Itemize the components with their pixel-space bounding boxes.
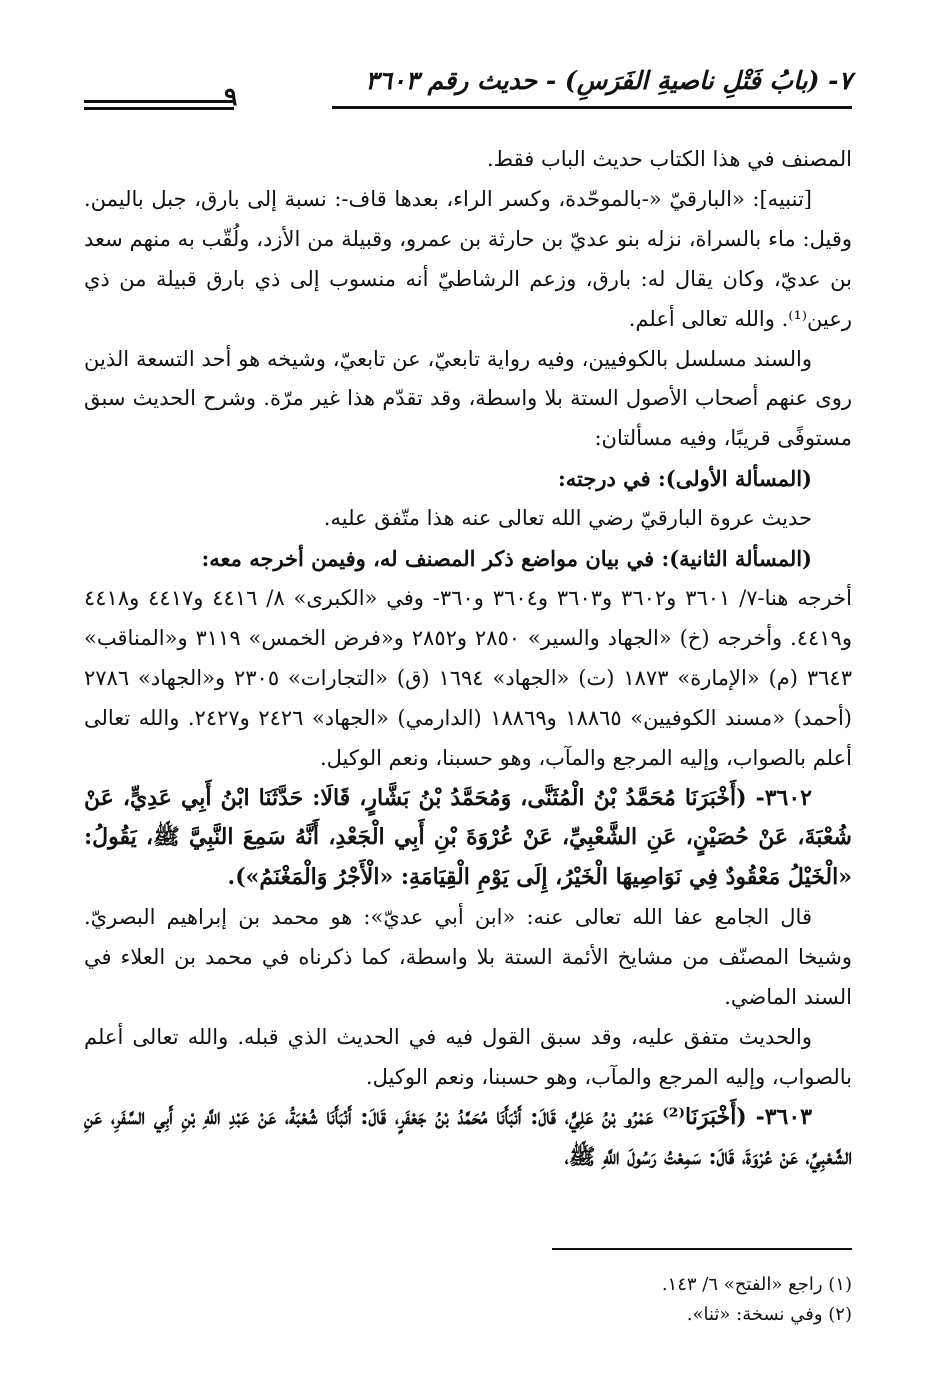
paragraph: حديث عروة البارقيّ رضي الله تعالى عنه هذا متّفق عليه. [323, 506, 812, 531]
paragraph: المصنف في هذا الكتاب حديث الباب فقط. [487, 147, 852, 171]
paragraph-commentary: قال الجامع عفا الله تعالى عنه: «ابن أبي عديّ»: هو محمد بن إبراهيم البصريّ. وشيخا المصنّف من مشايخ الأئمة الستة بلا واسطة، كما ذكرناه في محمد بن العلاء في السند الماضي. [84, 905, 852, 1010]
header-double-rule [84, 100, 234, 110]
footnote-2: (٢) وفي نسخة: «ثنا». [686, 1304, 852, 1325]
footnotes [252, 1270, 852, 1330]
main-text [84, 140, 852, 1178]
hadith-3602: ٣٦٠٢- (أَخْبَرَنَا مُحَمَّدُ بْنُ الْمُثَنَّى، وَمُحَمَّدُ بْنُ بَشَّارٍ، قَالَا: حَدَّثَنَا ابْنُ أَبِي عَدِيٍّ، عَنْ شُعْبَةَ، عَنْ حُصَيْنٍ، عَنِ الشَّعْبِيِّ، عَنْ عُرْوَةَ بْنِ أَبِي الْجَعْدِ، أَنَّهُ سَمِعَ النَّبِيَّ ﷺ، يَقُولُ: «الْخَيْلُ مَعْقُودٌ فِي نَوَاصِيهَا الْخَيْرُ، إِلَى يَوْمِ الْقِيَامَةِ: «الْأَجْرُ وَالْمَغْنَمُ»). [84, 784, 852, 891]
footnote-separator [552, 1248, 852, 1250]
page-header [84, 60, 852, 120]
hadith-3603: ٣٦٠٣- (أَخْبَرَنَا⁽²⁾ عَمْرُو بْنُ عَلِيٍّ، قَالَ: أَنْبَأَنَا مُحَمَّدُ بْنُ جَعْفَرٍ، قَالَ: أَنْبَأَنَا شُعْبَةُ، عَنْ عَبْدِ اللَّهِ بْنِ أَبِي السَّفَرِ، عَنِ الشَّعْبِيِّ، عَنْ عُرْوَةَ، قَالَ: سَمِعْتُ رَسُولَ اللَّهِ ﷺ، [84, 1103, 852, 1170]
page-number: ٩ [224, 82, 238, 111]
issue-two-heading: (المسألة الثانية): في بيان مواضع ذكر المصنف له، وفيمن أخرجه معه: [201, 546, 812, 572]
header-underline [332, 106, 852, 109]
issue-one-heading: (المسألة الأولى): في درجته: [558, 466, 812, 492]
paragraph-sources: أخرجه هنا-٧/ ٣٦٠١ و٣٦٠٢ و٣٦٠٣ و٣٦٠٤ و٣٦٠- وفي «الكبرى» ٨/ ٤٤١٦ و٤٤١٧ و٤٤١٨ و٤٤١٩. وأخرجه (خ) «الجهاد والسير» ٢٨٥٠ و٢٨٥٢ و«فرض الخمس» ٣١١٩ و«المناقب» ٣٦٤٣ (م) «الإمارة» ١٨٧٣ (ت) «الجهاد» ١٦٩٤ (ق) «التجارات» ٢٣٠٥ و«الجهاد» ٢٧٨٦ (أحمد) «مسند الكوفيين» ١٨٨٦٥ و١٨٨٦٩ (الدارمي) «الجهاد» ٢٤٢٦ و٢٤٢٧. والله تعالى أعلم بالصواب، وإليه المرجع والمآب، وهو حسبنا، ونعم الوكيل. [84, 585, 853, 770]
paragraph: والحديث متفق عليه، وقد سبق القول فيه في الحديث الذي قبله. والله تعالى أعلم بالصواب، وإليه المرجع والمآب، وهو حسبنا، ونعم الوكيل. [84, 1024, 852, 1089]
running-title: ٧- (بابُ فَتْلِ ناصيةِ الفَرَسِ) - حديث رقم ٣٦٠٣ [365, 66, 852, 95]
footnote-1: (١) راجع «الفتح» ٦/ ١٤٣. [661, 1274, 852, 1295]
paragraph-tanbih: [تنبيه]: «البارقيّ «-بالموحّدة، وكسر الراء، بعدها قاف-: نسبة إلى بارق، جبل باليمن. وقيل: ماء بالسراة، نزله بنو عديّ بن حارثة بن عمرو، وقبيلة من الأزد، ولُقّب به منهم سعد بن عديّ، وكان يقال له: بارق، وزعم الرشاطيّ أنه منسوب إلى ذي بارق قبيلة من ذي رعين⁽¹⁾. والله تعالى أعلم. [84, 186, 852, 331]
paragraph: والسند مسلسل بالكوفيين، وفيه رواية تابعيّ، عن تابعيّ، وشيخه هو أحد التسعة الذين روى عنهم أصحاب الأصول الستة بلا واسطة، وقد تقدّم هذا غير مرّة. وشرح الحديث سبق مستوفًى قريبًا، وفيه مسألتان: [84, 346, 852, 451]
